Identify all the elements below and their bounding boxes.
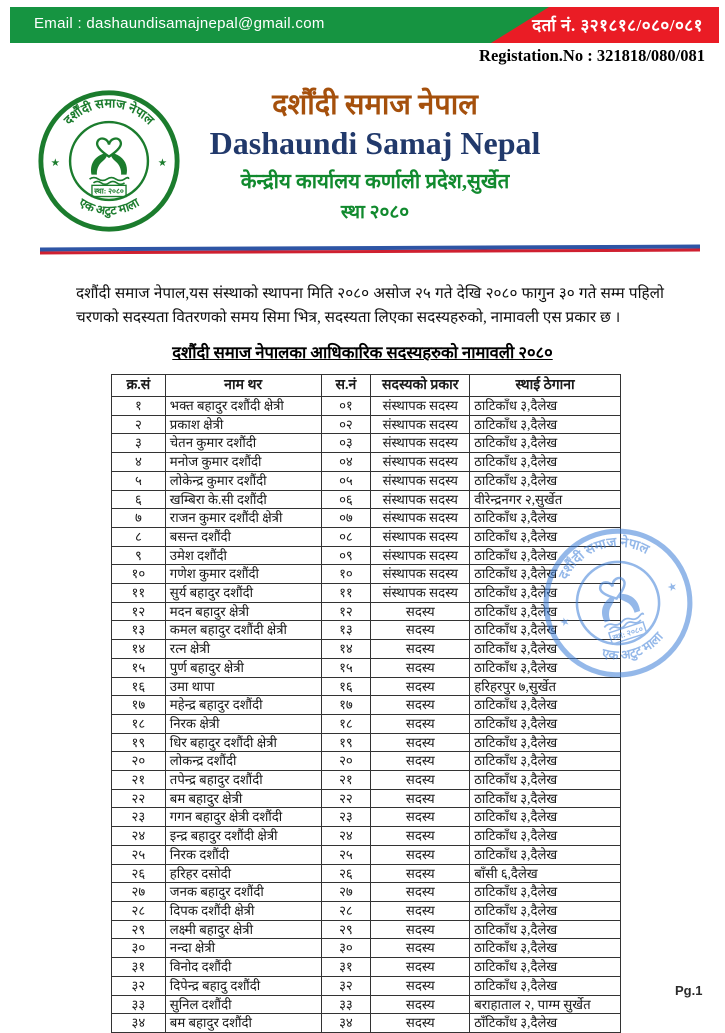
- table-cell: सदस्य: [371, 771, 470, 790]
- page-number: Pg.1: [675, 983, 703, 998]
- table-row: [112, 546, 621, 565]
- table-cell: ३३: [112, 995, 166, 1014]
- table-cell: २०: [112, 752, 166, 771]
- right-hand-icon: [618, 590, 641, 616]
- table-cell: हरिहर दसोदी: [165, 864, 321, 883]
- table-cell: २३: [112, 808, 166, 827]
- table-cell: सदस्य: [371, 696, 470, 715]
- table-cell: संस्थापक सदस्य: [371, 453, 470, 472]
- table-cell: ३२: [321, 976, 371, 995]
- table-cell: ३१: [112, 958, 166, 977]
- table-cell: सदस्य: [371, 864, 470, 883]
- table-cell: १७: [112, 696, 166, 715]
- table-cell: वीरेन्द्रनगर २,सुर्खेत: [470, 490, 621, 509]
- table-cell: ठाटिकाँध ३,दैलेख: [470, 714, 621, 733]
- seal-ring-text-top: दर्शौंदी समाज नेपाल: [555, 534, 652, 582]
- table-cell: मदन बहादुर क्षेत्री: [165, 602, 321, 621]
- table-cell: निरक दशौंदी: [165, 845, 321, 864]
- table-row: [112, 453, 621, 472]
- table-cell: सदस्य: [371, 901, 470, 920]
- table-cell: ७: [112, 509, 166, 528]
- table-cell: २५: [112, 845, 166, 864]
- table-cell: प्रकाश क्षेत्री: [165, 415, 321, 434]
- table-cell: १२: [112, 602, 166, 621]
- table-cell: खम्बिरा के.सी दशौंदी: [165, 490, 321, 509]
- table-cell: सदस्य: [371, 920, 470, 939]
- registration-number: Registation.No : 321818/080/081: [479, 46, 705, 65]
- table-cell: २६: [112, 864, 166, 883]
- table-row: [112, 789, 621, 808]
- table-cell: ०९: [321, 546, 371, 565]
- seal-estd-text: स्था: २०८०: [611, 624, 645, 643]
- table-cell: बाँसी ६,दैलेख: [470, 864, 621, 883]
- table-cell: संस्थापक सदस्य: [371, 434, 470, 453]
- table-cell: १४: [321, 640, 371, 659]
- table-cell: सदस्य: [371, 995, 470, 1014]
- table-cell: ०३: [321, 434, 371, 453]
- table-row: [112, 397, 621, 416]
- table-cell: ठाटिकाँध ३,दैलेख: [470, 920, 621, 939]
- table-cell: १३: [112, 621, 166, 640]
- table-cell: ठाटिकाँध ३,दैलेख: [470, 415, 621, 434]
- table-row: [112, 696, 621, 715]
- table-cell: सदस्य: [371, 658, 470, 677]
- table-cell: १७: [321, 696, 371, 715]
- table-row: [112, 527, 621, 546]
- table-cell: ३३: [321, 995, 371, 1014]
- table-cell: मनोज कुमार दशौंदी: [165, 453, 321, 472]
- table-row: [112, 752, 621, 771]
- table-cell: २६: [321, 864, 371, 883]
- table-cell: जनक बहादुर दशौंदी: [165, 883, 321, 902]
- table-cell: १३: [321, 621, 371, 640]
- table-cell: पुर्ण बहादुर क्षेत्री: [165, 658, 321, 677]
- table-cell: ठाटिकाँध ३,दैलेख: [470, 808, 621, 827]
- table-row: [112, 883, 621, 902]
- heart-icon: [97, 139, 121, 157]
- table-cell: बम बहादुर दशौंदी: [165, 1014, 321, 1033]
- seal-ring-text-bottom: एक अटुट माला: [600, 629, 666, 663]
- column-header-name: नाम थर: [165, 375, 321, 397]
- table-cell: ९: [112, 546, 166, 565]
- table-cell: धिर बहादुर दशौंदी क्षेत्री: [165, 733, 321, 752]
- table-cell: २९: [112, 920, 166, 939]
- table-cell: १५: [321, 658, 371, 677]
- column-header-sn: क्र.सं: [112, 375, 166, 397]
- table-row: [112, 733, 621, 752]
- table-row: [112, 677, 621, 696]
- table-cell: ठाटिकाँध ३,दैलेख: [470, 789, 621, 808]
- members-list-title: दशौंदी समाज नेपालका आधिकारिक सदस्यहरुको नामावली २०८०: [172, 343, 553, 362]
- table-cell: संस्थापक सदस्य: [371, 415, 470, 434]
- table-cell: १: [112, 397, 166, 416]
- table-cell: गगन बहादुर क्षेत्री दशौंदी: [165, 808, 321, 827]
- table-row: [112, 827, 621, 846]
- email-text: Email : dashaundisamajnepal@gmail.com: [34, 15, 325, 32]
- table-cell: रत्न क्षेत्री: [165, 640, 321, 659]
- seal-ring-text-top: दर्शौंदी समाज नेपाल: [61, 96, 157, 128]
- table-cell: २४: [112, 827, 166, 846]
- members-table-head: [112, 375, 621, 397]
- table-cell: ठाटिकाँध ३,दैलेख: [470, 771, 621, 790]
- table-cell: ठाटिकाँध ३,दैलेख: [470, 471, 621, 490]
- table-cell: सदस्य: [371, 883, 470, 902]
- table-cell: २८: [112, 901, 166, 920]
- table-cell: २९: [321, 920, 371, 939]
- table-cell: नन्दा क्षेत्री: [165, 939, 321, 958]
- table-row: [112, 490, 621, 509]
- table-cell: सदस्य: [371, 789, 470, 808]
- table-cell: संस्थापक सदस्य: [371, 509, 470, 528]
- registration-badge-nepali: दर्ता नं. ३२१८१८/०८०/०८१: [532, 16, 703, 35]
- table-row: [112, 714, 621, 733]
- table-row: [112, 995, 621, 1014]
- table-cell: २४: [321, 827, 371, 846]
- divider: [40, 245, 700, 254]
- table-cell: २०: [321, 752, 371, 771]
- table-cell: राजन कुमार दशौंदी क्षेत्री: [165, 509, 321, 528]
- table-cell: १०: [112, 565, 166, 584]
- table-cell: सदस्य: [371, 958, 470, 977]
- table-cell: ठाटिकाँध ३,दैलेख: [470, 733, 621, 752]
- table-cell: ठाटिकाँध ३,दैलेख: [470, 976, 621, 995]
- table-row: [112, 864, 621, 883]
- table-cell: ठाटिकाँध ३,दैलेख: [470, 527, 621, 546]
- established-line: स्था २०८०: [340, 201, 410, 223]
- table-cell: संस्थापक सदस्य: [371, 490, 470, 509]
- table-cell: ठाटिकाँध ३,दैलेख: [470, 883, 621, 902]
- table-cell: सदस्य: [371, 752, 470, 771]
- table-cell: संस्थापक सदस्य: [371, 527, 470, 546]
- table-cell: सदस्य: [371, 976, 470, 995]
- table-cell: १६: [112, 677, 166, 696]
- table-cell: संस्थापक सदस्य: [371, 546, 470, 565]
- table-cell: ठाटिकाँध ३,दैलेख: [470, 827, 621, 846]
- table-cell: २: [112, 415, 166, 434]
- table-row: [112, 939, 621, 958]
- table-cell: सदस्य: [371, 640, 470, 659]
- table-cell: ५: [112, 471, 166, 490]
- table-cell: १५: [112, 658, 166, 677]
- table-cell: बम बहादुर क्षेत्री: [165, 789, 321, 808]
- table-cell: ६: [112, 490, 166, 509]
- office-subtitle: केन्द्रीय कार्यालय कर्णाली प्रदेश,सुर्खेत: [240, 170, 510, 193]
- table-cell: १०: [321, 565, 371, 584]
- table-cell: लोकन्द्र दशौंदी: [165, 752, 321, 771]
- table-cell: ठाटिकाँध ३,दैलेख: [470, 958, 621, 977]
- table-cell: सदस्य: [371, 714, 470, 733]
- star-left-icon: ★: [50, 156, 61, 169]
- table-cell: ठाटिकाँध ३,दैलेख: [470, 658, 621, 677]
- table-cell: ठाटिकाँध ३,दैलेख: [470, 845, 621, 864]
- table-cell: सदस्य: [371, 845, 470, 864]
- table-cell: २७: [321, 883, 371, 902]
- table-cell: सदस्य: [371, 677, 470, 696]
- table-row: [112, 621, 621, 640]
- star-right-icon: ★: [665, 580, 680, 595]
- table-cell: इन्द्र बहादुर दशौंदी क्षेत्री: [165, 827, 321, 846]
- table-cell: ०२: [321, 415, 371, 434]
- table-row: [112, 471, 621, 490]
- table-cell: २५: [321, 845, 371, 864]
- table-cell: सदस्य: [371, 602, 470, 621]
- table-cell: १९: [112, 733, 166, 752]
- table-cell: ०४: [321, 453, 371, 472]
- table-cell: बराहाताल २, पाग्म सुर्खेत: [470, 995, 621, 1014]
- table-cell: सुनिल दशौंदी: [165, 995, 321, 1014]
- table-cell: १८: [112, 714, 166, 733]
- table-cell: ठाटिकाँध ३,दैलेख: [470, 752, 621, 771]
- table-cell: संस्थापक सदस्य: [371, 471, 470, 490]
- table-row: [112, 920, 621, 939]
- table-cell: दिपक दशौंदी क्षेत्री: [165, 901, 321, 920]
- table-cell: कमल बहादुर दशौंदी क्षेत्री: [165, 621, 321, 640]
- table-row: [112, 584, 621, 603]
- table-cell: १६: [321, 677, 371, 696]
- table-cell: २१: [321, 771, 371, 790]
- table-cell: ठाटिकाँध ३,दैलेख: [470, 434, 621, 453]
- column-header-member-type: सदस्यको प्रकार: [371, 375, 470, 397]
- table-cell: ०७: [321, 509, 371, 528]
- table-cell: ०१: [321, 397, 371, 416]
- table-cell: ३: [112, 434, 166, 453]
- table-row: [112, 658, 621, 677]
- table-cell: ८: [112, 527, 166, 546]
- table-cell: १९: [321, 733, 371, 752]
- table-row: [112, 640, 621, 659]
- table-cell: ०८: [321, 527, 371, 546]
- table-cell: संस्थापक सदस्य: [371, 397, 470, 416]
- table-cell: ठाटिकाँध ३,दैलेख: [470, 901, 621, 920]
- table-row: [112, 602, 621, 621]
- table-cell: ३२: [112, 976, 166, 995]
- header-row: [112, 375, 621, 397]
- table-row: [112, 901, 621, 920]
- table-row: [112, 976, 621, 995]
- table-cell: सदस्य: [371, 1014, 470, 1033]
- table-row: [112, 845, 621, 864]
- star-right-icon: ★: [157, 156, 168, 169]
- table-cell: बसन्त दशौंदी: [165, 527, 321, 546]
- page-title-english: Dashaundi Samaj Nepal: [209, 124, 541, 161]
- table-row: [112, 1014, 621, 1033]
- table-row: [112, 565, 621, 584]
- table-cell: सुर्य बहादुर दशौंदी: [165, 584, 321, 603]
- table-row: [112, 509, 621, 528]
- table-cell: २७: [112, 883, 166, 902]
- table-cell: ठाटिकाँध ३,दैलेख: [470, 509, 621, 528]
- table-cell: संस्थापक सदस्य: [371, 584, 470, 603]
- seal-ring-text-bottom: एक अटुट माला: [76, 195, 142, 218]
- header: [157, 88, 590, 224]
- table-cell: संस्थापक सदस्य: [371, 565, 470, 584]
- table-row: [112, 958, 621, 977]
- table-cell: २२: [112, 789, 166, 808]
- table-row: [112, 415, 621, 434]
- intro-paragraph: दशौंदी समाज नेपाल,यस संस्थाको स्थापना मिति २०८० असोज २५ गते देखि २०८० फागुन ३० गते सम्म पहिलो चरणको सदस्यता वितरणको समय सिमा भित्र, सदस्यता लिएका सदस्यहरुको, नामावली एस प्रकार छ ।: [76, 285, 664, 327]
- table-cell: गणेश कुमार दशौंदी: [165, 565, 321, 584]
- table-cell: १८: [321, 714, 371, 733]
- column-header-member-no: स.नं: [321, 375, 371, 397]
- table-cell: ठाटिकाँध ३,दैलेख: [470, 939, 621, 958]
- table-cell: उमेश दशौंदी: [165, 546, 321, 565]
- table-cell: ११: [321, 584, 371, 603]
- table-cell: ३१: [321, 958, 371, 977]
- table-cell: ठाटिकाँध ३,दैलेख: [470, 584, 621, 603]
- star-left-icon: ★: [558, 615, 572, 630]
- table-cell: २२: [321, 789, 371, 808]
- table-cell: विनोद दशौंदी: [165, 958, 321, 977]
- table-row: [112, 808, 621, 827]
- table-cell: २१: [112, 771, 166, 790]
- table-cell: ०५: [321, 471, 371, 490]
- table-cell: ठाटिकाँध ३,दैलेख: [470, 546, 621, 565]
- members-table-body: [112, 397, 621, 1033]
- table-cell: सदस्य: [371, 827, 470, 846]
- left-hand-icon: [91, 154, 107, 175]
- seal-estd-text: स्था: २०८०: [94, 186, 124, 196]
- table-cell: निरक क्षेत्री: [165, 714, 321, 733]
- waves-icon: [90, 178, 129, 185]
- table-cell: हरिहरपुर ७,सुर्खेत: [470, 677, 621, 696]
- table-cell: दिपेन्द्र बहादु दशौंदी: [165, 976, 321, 995]
- table-cell: लक्ष्मी बहादुर क्षेत्री: [165, 920, 321, 939]
- table-cell: उमा थापा: [165, 677, 321, 696]
- table-cell: ३०: [321, 939, 371, 958]
- column-header-address: स्थाई ठेगाना: [470, 375, 621, 397]
- table-cell: ३४: [321, 1014, 371, 1033]
- table-cell: ठाटिकाँध ३,दैलेख: [470, 602, 621, 621]
- right-hand-icon: [111, 154, 127, 175]
- table-cell: तपेन्द्र बहादुर दशौंदी: [165, 771, 321, 790]
- table-cell: ठाटिकाँध ३,दैलेख: [470, 453, 621, 472]
- table-cell: भक्त बहादुर दशौंदी क्षेत्री: [165, 397, 321, 416]
- table-cell: सदस्य: [371, 939, 470, 958]
- table-cell: ११: [112, 584, 166, 603]
- table-cell: सदस्य: [371, 808, 470, 827]
- table-cell: लोकेन्द्र कुमार दशौंदी: [165, 471, 321, 490]
- table-cell: २३: [321, 808, 371, 827]
- table-cell: ४: [112, 453, 166, 472]
- table-cell: चेतन कुमार दशौंदी: [165, 434, 321, 453]
- table-cell: ०६: [321, 490, 371, 509]
- page-title-nepali: दर्शौंदी समाज नेपाल: [272, 89, 478, 121]
- top-banner: [10, 7, 719, 43]
- table-cell: ठाटिकाँध ३,दैलेख: [470, 640, 621, 659]
- table-cell: महेन्द्र बहादुर दशौंदी: [165, 696, 321, 715]
- table-row: [112, 771, 621, 790]
- table-cell: १४: [112, 640, 166, 659]
- table-cell: २८: [321, 901, 371, 920]
- table-row: [112, 434, 621, 453]
- members-table: [111, 374, 621, 1033]
- table-cell: ठाँटिकाँध ३,दैलेख: [470, 1014, 621, 1033]
- table-cell: सदस्य: [371, 621, 470, 640]
- table-cell: सदस्य: [371, 733, 470, 752]
- table-cell: ३४: [112, 1014, 166, 1033]
- table-cell: ३०: [112, 939, 166, 958]
- table-cell: ठाटिकाँध ३,दैलेख: [470, 696, 621, 715]
- table-cell: ठाटिकाँध ३,दैलेख: [470, 621, 621, 640]
- table-cell: १२: [321, 602, 371, 621]
- table-cell: ठाटिकाँध ३,दैलेख: [470, 397, 621, 416]
- table-cell: ठाटिकाँध ३,दैलेख: [470, 565, 621, 584]
